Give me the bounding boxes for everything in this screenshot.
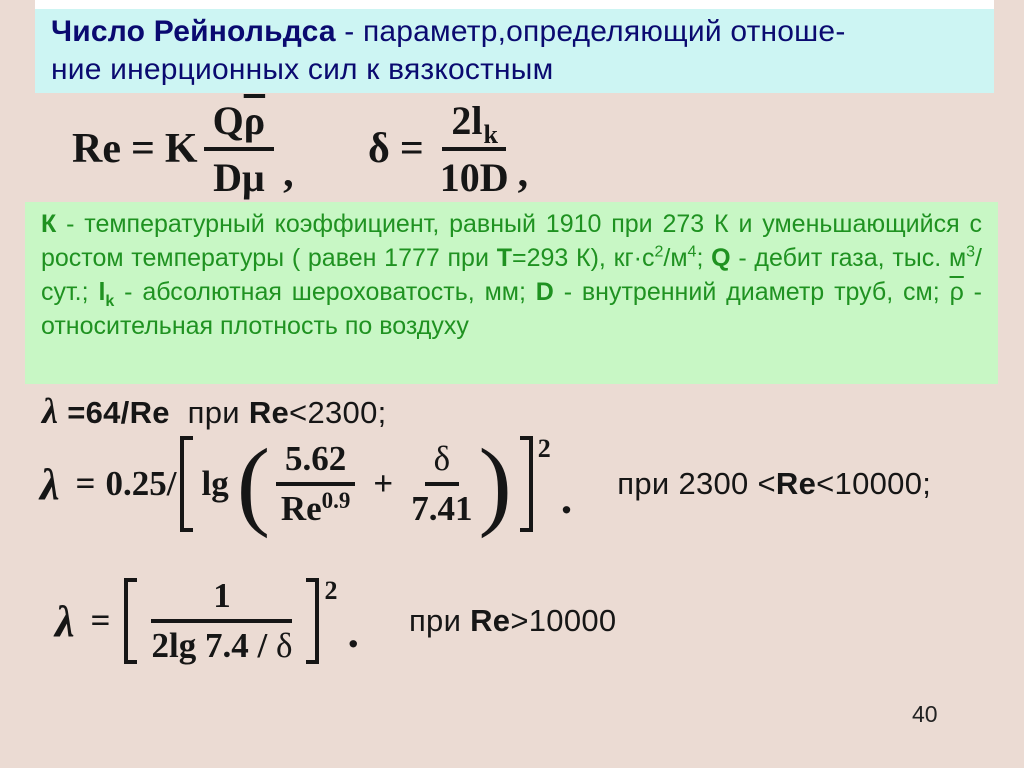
rho-bar-symbol: $\overline{\rho}$ bbox=[243, 98, 266, 143]
turbulent-condition bbox=[409, 603, 617, 639]
def-text-5: - дебит газа, тыс. м bbox=[730, 244, 967, 272]
lambda-transitional-formula bbox=[40, 428, 932, 539]
formula-delta bbox=[368, 97, 528, 201]
def-text-6: /сут.; bbox=[41, 244, 982, 306]
rho-bar-term: $\overline{\rho}$ bbox=[949, 278, 964, 306]
lambda-laminar-line bbox=[42, 390, 387, 432]
comma: , bbox=[283, 150, 294, 196]
lambda-turbulent-formula bbox=[55, 576, 616, 666]
title-line2: ние инерционных сил к вязкостным bbox=[51, 53, 554, 86]
denominator: 10D bbox=[439, 155, 509, 200]
numerator bbox=[204, 97, 275, 151]
two-l: 2l bbox=[451, 98, 483, 143]
page-number: 40 bbox=[912, 701, 938, 727]
squared-exponent: 2 bbox=[537, 434, 551, 463]
lambda-symbol: λ bbox=[42, 391, 59, 431]
re-symbol: Re bbox=[775, 466, 817, 501]
subscript-k: k bbox=[483, 120, 498, 149]
title-line1 bbox=[51, 13, 978, 51]
def-text-7: - абсолютная шероховатость, мм; bbox=[114, 278, 536, 306]
cond-pre: при 2300 < bbox=[617, 466, 776, 501]
title-term: Число Рейнольдса bbox=[51, 15, 336, 48]
equals-sign: = bbox=[399, 126, 424, 172]
laminar-condition: <2300; bbox=[289, 395, 387, 430]
lambda-symbol: λ bbox=[40, 459, 60, 509]
fraction bbox=[276, 439, 355, 529]
exponent-0-9: 0.9 bbox=[321, 488, 351, 513]
end-dot: . bbox=[347, 605, 359, 657]
left-bracket-shape bbox=[124, 578, 137, 664]
fraction bbox=[151, 576, 292, 666]
sup-4: 4 bbox=[687, 243, 697, 261]
numerator-delta: δ bbox=[425, 439, 460, 486]
sup-2: 2 bbox=[654, 243, 664, 261]
cond-post: <10000; bbox=[816, 466, 932, 501]
right-paren: ) bbox=[478, 428, 512, 539]
def-text-3: /м bbox=[663, 244, 688, 272]
q-term: Q bbox=[711, 244, 731, 272]
lg-operator: lg bbox=[201, 464, 229, 503]
pri-text: при bbox=[169, 395, 249, 430]
cond-post: >10000 bbox=[510, 603, 617, 638]
right-bracket-shape bbox=[306, 578, 319, 664]
def-text-2: =293 К), кг·с bbox=[511, 244, 655, 272]
definitions-box bbox=[25, 202, 998, 384]
numerator: 5.62 bbox=[276, 439, 355, 486]
right-bracket-shape bbox=[520, 436, 533, 532]
left-paren: ( bbox=[236, 428, 271, 539]
delta-symbol: δ bbox=[368, 126, 390, 172]
def-text-8: - внутренний диаметр труб, см; bbox=[553, 278, 950, 306]
fraction bbox=[411, 439, 472, 529]
equals-sign: = bbox=[75, 464, 96, 503]
re-symbol: Re bbox=[248, 395, 290, 430]
def-text-4: ; bbox=[696, 244, 712, 272]
l-subscript-k: k bbox=[105, 293, 115, 310]
left-bracket-shape bbox=[180, 436, 193, 532]
re-base: Re bbox=[280, 489, 322, 528]
top-white-strip bbox=[35, 0, 994, 9]
denominator bbox=[151, 623, 292, 666]
lambda-symbol: λ bbox=[55, 596, 75, 646]
squared-exponent: 2 bbox=[324, 576, 338, 605]
den-text: 2lg 7.4 / bbox=[151, 626, 276, 665]
comma: , bbox=[517, 150, 529, 196]
formula-reynolds bbox=[72, 97, 294, 201]
q-symbol: Q bbox=[212, 98, 244, 143]
coefficient-k: K bbox=[164, 126, 198, 172]
delta-symbol: δ bbox=[275, 626, 293, 665]
denominator: 7.41 bbox=[411, 489, 473, 528]
def-text-9: - относительная плотность по воздуху bbox=[41, 278, 982, 340]
plus-sign: + bbox=[373, 464, 394, 503]
equals-sign: = bbox=[90, 601, 111, 640]
re-symbol: Re bbox=[72, 126, 121, 172]
t-term: Т bbox=[496, 244, 512, 272]
l-term: l bbox=[98, 278, 106, 306]
cond-pre: при bbox=[408, 603, 471, 638]
title-box bbox=[35, 9, 994, 93]
fraction bbox=[204, 97, 275, 201]
numerator: 1 bbox=[151, 576, 292, 623]
re-symbol: Re bbox=[470, 603, 511, 638]
transitional-condition bbox=[617, 466, 931, 502]
laminar-formula: =64/Re bbox=[58, 395, 170, 430]
def-text-1: - температурный коэффициент, равный 1910 при 273 К и уменьшающийся с ростом температуры ( равен 1777 при bbox=[41, 210, 982, 272]
title-line1-rest: - параметр,определяющий отноше- bbox=[335, 15, 846, 48]
sup-3: 3 bbox=[966, 243, 976, 261]
denominator bbox=[281, 486, 351, 529]
equals-sign: = bbox=[130, 126, 155, 172]
d-term: D bbox=[535, 278, 554, 306]
k-term: К bbox=[41, 210, 57, 238]
fraction bbox=[440, 97, 509, 201]
coefficient: 0.25/ bbox=[105, 464, 177, 503]
end-dot: . bbox=[560, 471, 573, 523]
numerator bbox=[442, 97, 506, 151]
denominator: Dμ bbox=[213, 155, 265, 200]
